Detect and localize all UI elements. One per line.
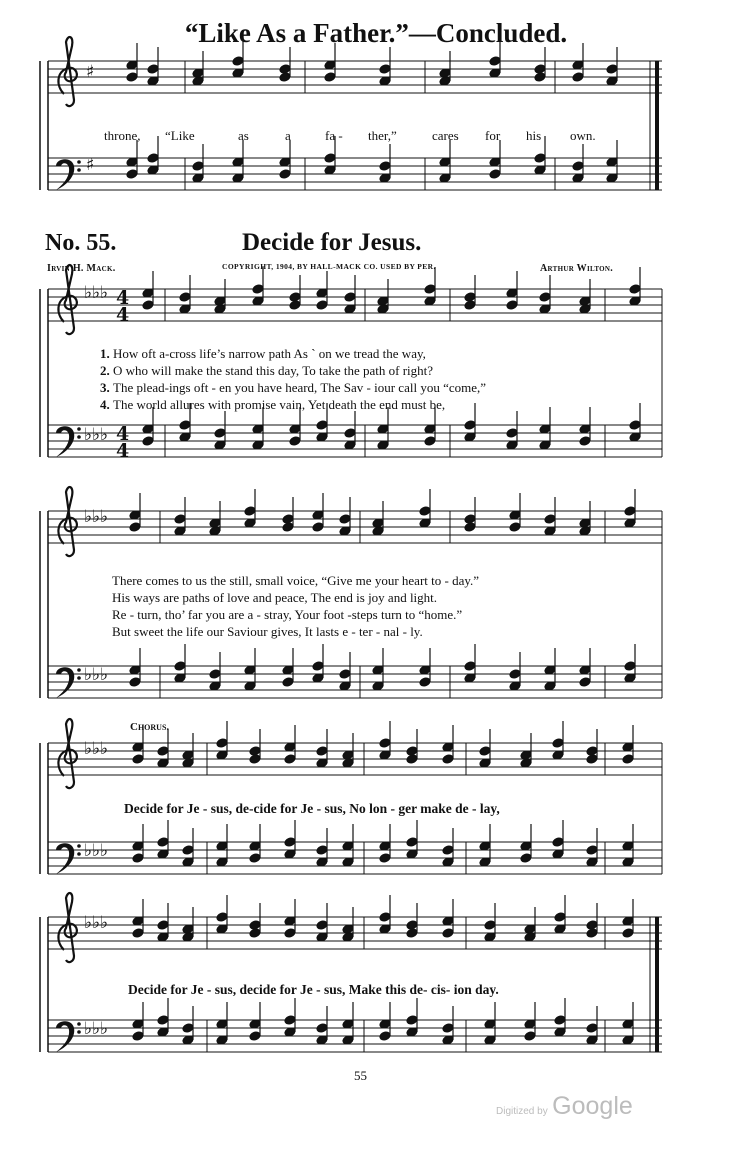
notehead	[216, 738, 228, 749]
notehead	[312, 522, 324, 533]
svg-text:4: 4	[116, 440, 130, 462]
notehead	[132, 928, 144, 939]
notehead	[316, 1023, 328, 1034]
notehead	[284, 928, 296, 939]
lyric-word: fa -	[325, 128, 343, 143]
notehead	[289, 436, 301, 447]
page-number: 55	[354, 1068, 367, 1083]
notehead	[379, 853, 391, 864]
notehead	[489, 169, 501, 180]
notehead	[406, 1015, 418, 1026]
notehead	[534, 72, 546, 83]
notehead	[312, 661, 324, 672]
notehead	[279, 72, 291, 83]
notehead	[379, 912, 391, 923]
verse-line	[100, 362, 486, 379]
svg-text:4: 4	[116, 304, 130, 326]
notehead	[192, 161, 204, 172]
notehead	[586, 845, 598, 856]
notehead	[282, 522, 294, 533]
verse-line: Re - turn, tho’ far you are a - stray, Your foot -steps turn to “home.”	[112, 607, 463, 622]
svg-text:♭♭♭: ♭♭♭	[84, 283, 109, 303]
verse-text: O who will make the stand this day, To take the path of right?	[113, 363, 434, 378]
verse-text: The world allures with promise vain, Yet death the end must be,	[113, 397, 446, 412]
notehead	[624, 661, 636, 672]
notehead	[534, 153, 546, 164]
notehead	[252, 284, 264, 295]
notehead	[126, 169, 138, 180]
notehead	[406, 928, 418, 939]
notehead	[509, 522, 521, 533]
notehead	[316, 746, 328, 757]
notehead	[142, 436, 154, 447]
notehead	[209, 669, 221, 680]
notehead	[379, 161, 391, 172]
notehead	[316, 300, 328, 311]
chorus-line-2: Decide for Je - sus, decide for Je - sus, Make this de- cis- ion day.	[128, 982, 499, 997]
notehead	[586, 1023, 598, 1034]
lyric-word: cares	[432, 128, 459, 143]
notehead	[324, 72, 336, 83]
notehead	[379, 738, 391, 749]
verse-text: The plead-ings oft - en you have heard, The Sav - iour call you “come,”	[113, 380, 487, 395]
chorus-label: Chorus.	[130, 721, 170, 733]
notehead	[339, 514, 351, 525]
lyric-word: own.	[570, 128, 596, 143]
notehead	[324, 153, 336, 164]
notehead	[579, 436, 591, 447]
notehead	[216, 912, 228, 923]
notehead	[464, 522, 476, 533]
notehead	[249, 928, 261, 939]
notehead	[419, 677, 431, 688]
verse-line: There comes to us the still, small voice, “Give me your heart to - day.”	[112, 573, 480, 588]
notehead	[316, 420, 328, 431]
notehead	[249, 853, 261, 864]
lyric-word: throne,	[104, 128, 141, 143]
verse-number: 2.	[100, 363, 110, 378]
notehead	[552, 837, 564, 848]
notehead	[442, 845, 454, 856]
notehead	[554, 1015, 566, 1026]
notehead	[182, 845, 194, 856]
svg-text:♭♭♭: ♭♭♭	[84, 425, 109, 445]
svg-text:♭♭♭: ♭♭♭	[84, 913, 109, 933]
notehead	[544, 514, 556, 525]
lyric-word: “Like	[165, 128, 195, 143]
notehead	[132, 754, 144, 765]
notehead	[572, 72, 584, 83]
verse-line	[100, 345, 486, 362]
svg-text:♯: ♯	[86, 62, 95, 82]
notehead	[586, 928, 598, 939]
notehead	[442, 928, 454, 939]
continued-title: “Like As a Father.”—Concluded.	[184, 18, 568, 48]
notehead	[244, 506, 256, 517]
verse-line	[100, 396, 486, 413]
notehead	[126, 72, 138, 83]
svg-text:♭♭♭: ♭♭♭	[84, 507, 109, 527]
lyric-word: ther,”	[368, 128, 397, 143]
notehead	[442, 754, 454, 765]
verse-line: But sweet the life our Saviour gives, It lasts e - ter - nal - ly.	[112, 624, 423, 639]
verses-part-a	[100, 345, 486, 413]
notehead	[132, 853, 144, 864]
verse-text: How oft a-cross life’s narrow path As ` on we tread the way,	[113, 346, 426, 361]
verse-line	[100, 379, 486, 396]
svg-text:♭♭♭: ♭♭♭	[84, 1019, 109, 1039]
notehead	[182, 1023, 194, 1034]
notehead	[506, 300, 518, 311]
notehead	[464, 661, 476, 672]
watermark-small: Digitized by	[496, 1106, 548, 1117]
notehead	[629, 420, 641, 431]
notehead	[552, 738, 564, 749]
notehead	[316, 920, 328, 931]
notehead	[344, 292, 356, 303]
verses-part-b	[112, 572, 479, 640]
notehead	[622, 928, 634, 939]
notehead	[179, 292, 191, 303]
notehead	[179, 420, 191, 431]
notehead	[554, 912, 566, 923]
notehead	[142, 300, 154, 311]
notehead	[147, 64, 159, 75]
notehead	[174, 514, 186, 525]
notehead	[424, 436, 436, 447]
digitized-watermark	[496, 1092, 633, 1121]
notehead	[379, 64, 391, 75]
svg-text:4: 4	[116, 423, 130, 445]
notehead	[520, 853, 532, 864]
notehead	[509, 669, 521, 680]
notehead	[579, 677, 591, 688]
notehead	[289, 300, 301, 311]
notehead	[249, 1031, 261, 1042]
notehead	[129, 677, 141, 688]
notehead	[379, 1031, 391, 1042]
notehead	[157, 746, 169, 757]
notehead	[284, 1015, 296, 1026]
notehead	[506, 428, 518, 439]
verse-number: 4.	[100, 397, 110, 412]
watermark-logo: Google	[552, 1092, 633, 1120]
notehead	[442, 1023, 454, 1034]
lyric-word: his	[526, 128, 542, 143]
notehead	[214, 428, 226, 439]
notehead	[539, 292, 551, 303]
notehead	[232, 56, 244, 67]
hymn-number: No. 55.	[45, 230, 117, 256]
notehead	[316, 845, 328, 856]
notehead	[249, 754, 261, 765]
notehead	[572, 161, 584, 172]
notehead	[344, 428, 356, 439]
hymn-title: Decide for Jesus.	[242, 229, 422, 256]
verse-number: 3.	[100, 380, 110, 395]
notehead	[406, 754, 418, 765]
notehead	[129, 522, 141, 533]
notehead	[464, 300, 476, 311]
notehead	[157, 837, 169, 848]
notehead	[284, 754, 296, 765]
notehead	[464, 420, 476, 431]
notehead	[279, 169, 291, 180]
notehead	[157, 920, 169, 931]
lyric-word: a	[285, 128, 291, 143]
notehead	[419, 506, 431, 517]
notehead	[622, 754, 634, 765]
notehead	[157, 1015, 169, 1026]
svg-text:♭♭♭: ♭♭♭	[84, 665, 109, 685]
notehead	[629, 284, 641, 295]
svg-text:4: 4	[116, 287, 130, 309]
chorus-line-1: Decide for Je - sus, de-cide for Je - sus, No lon - ger make de - lay,	[124, 801, 500, 816]
svg-text:♭♭♭: ♭♭♭	[84, 739, 109, 759]
notehead	[406, 837, 418, 848]
verse-line: His ways are paths of love and peace, The end is joy and light.	[112, 590, 438, 605]
copyright-notice: COPYRIGHT, 1904, BY HALL-MACK CO. USED BY PER.	[222, 262, 436, 271]
verse-number: 1.	[100, 346, 110, 361]
notehead	[174, 661, 186, 672]
notehead	[132, 1031, 144, 1042]
notehead	[524, 1031, 536, 1042]
notehead	[479, 746, 491, 757]
notehead	[586, 754, 598, 765]
notehead	[147, 153, 159, 164]
notehead	[284, 837, 296, 848]
music-credit: Arthur Wilton.	[540, 263, 614, 274]
notehead	[489, 56, 501, 67]
lyric-word: for	[485, 128, 501, 143]
words-credit: Irvin H. Mack.	[47, 263, 116, 274]
svg-text:♯: ♯	[86, 155, 95, 175]
svg-text:♭♭♭: ♭♭♭	[84, 841, 109, 861]
lyric-word: as	[238, 128, 249, 143]
notehead	[484, 920, 496, 931]
notehead	[339, 669, 351, 680]
notehead	[624, 506, 636, 517]
notehead	[606, 64, 618, 75]
notehead	[424, 284, 436, 295]
notehead	[282, 677, 294, 688]
